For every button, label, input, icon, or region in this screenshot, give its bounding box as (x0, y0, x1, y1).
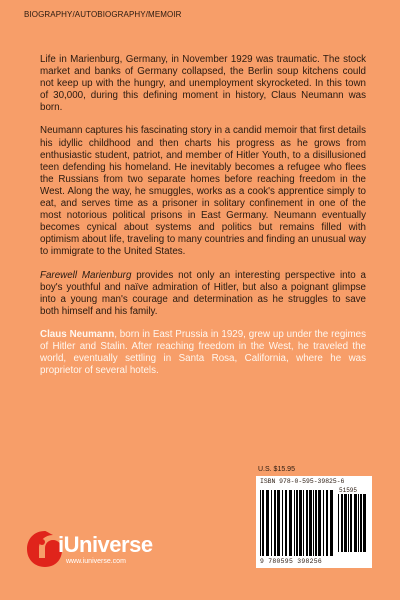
back-cover-text (40, 54, 366, 388)
author-bio-text: , born in East Prussia in 1929, grew up under the regimes of Hitler and Stalin. After reaching freedom in the West, he traveled the world, eventually settling in Santa Rosa, California, where he was proprietor of several hotels. (40, 328, 366, 377)
paragraph-intro: Life in Marienburg, Germany, in November 1929 was traumatic. The stock market and banks of Germany collapsed, the Berlin soup kitchens could not keep up with the hungry, and unemployment skyrocketed. In this town of 30,000, during this defining moment in history, Claus Neumann was born. (40, 54, 366, 114)
author-bio (40, 329, 366, 377)
publisher-url: www.iuniverse.com (66, 558, 126, 565)
book-title: Farewell Marienburg (40, 269, 132, 281)
addon-barcode-bars (338, 494, 368, 552)
isbn-barcode (256, 476, 372, 568)
publisher-name: iUniverse (58, 532, 153, 557)
category-label: BIOGRAPHY/AUTOBIOGRAPHY/MEMOIR (24, 10, 182, 19)
ean-barcode-bars (260, 490, 336, 558)
barcode-number: 9 780595 398256 (260, 558, 323, 565)
addon-code: 51595 (339, 487, 358, 494)
paragraph-perspective (40, 270, 366, 318)
author-name: Claus Neumann (40, 328, 115, 340)
publisher-logo (24, 528, 153, 570)
paragraph-perspective-text: provides not only an interesting perspective into a boy's youthful and naïve admiration of Hitler, but also a poignant glimpse into a young man's courage and determination as he struggles to save both himself and his family. (40, 269, 367, 317)
isbn-text: ISBN 978-0-595-39825-6 (260, 478, 345, 485)
price-label: U.S. $15.95 (258, 466, 295, 473)
paragraph-summary: Neumann captures his fascinating story in a candid memoir that first details his idyllic childhood and then charts his progress as he grows from enthusiastic student, patriot, and member of Hitler Youth, to a disillusioned teen defending his homeland. He inevitably becomes a refugee who flees the Russians from two separate homes before reaching freedom in the West. Along the way, he smuggles, works as a cook's apprentice simply to eat, and serves time as a prisoner in solitary confinement in one of the most notorious political prisons in East Germany. Neumann eventually becomes cynical about systems and politics but remains filled with optimism about life, traveling to many countries and finding an unusual way to immigrate to the United States. (40, 125, 366, 258)
